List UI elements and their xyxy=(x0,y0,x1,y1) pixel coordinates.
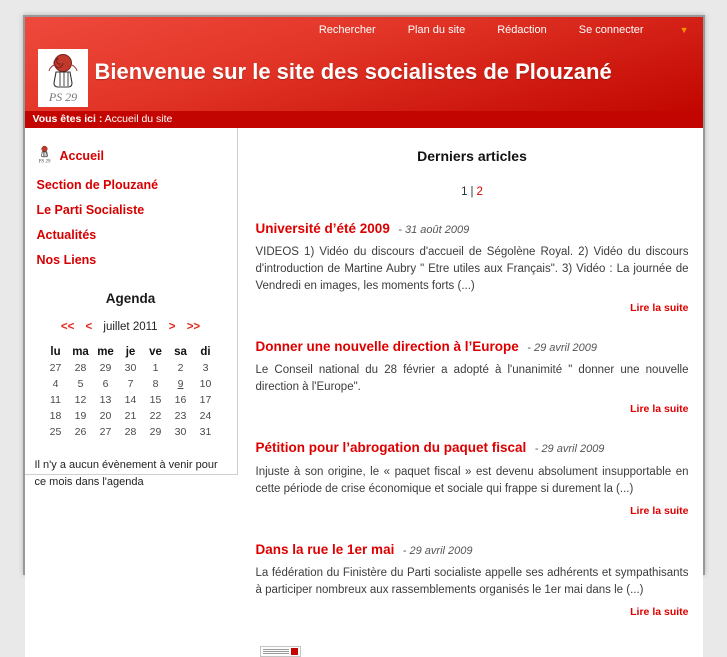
pagination-current-page: 1 xyxy=(461,186,468,198)
calendar-day[interactable]: 7 xyxy=(127,378,134,390)
agenda-title: Agenda xyxy=(105,291,156,306)
nav-plan-du-site[interactable]: Plan du site xyxy=(407,24,466,36)
sidebar-item-section-de-plouzane[interactable] xyxy=(37,178,237,192)
calendar-day[interactable]: 25 xyxy=(49,426,62,438)
article-title xyxy=(256,221,390,236)
breadcrumb-label: Vous êtes ici : xyxy=(32,113,103,125)
article-excerpt: Le Conseil national du 28 février a adopté à l'unanimité " donner une nouvelle direction à l'Europe". xyxy=(255,364,689,394)
article-title-link[interactable]: Dans la rue le 1er mai xyxy=(255,541,395,557)
article xyxy=(256,219,689,316)
calendar-day[interactable]: 1 xyxy=(152,362,159,374)
article-title-link[interactable]: Pétition pour l’abrogation du paquet fiscal xyxy=(255,440,527,456)
read-more-link[interactable]: Lire la suite xyxy=(630,403,689,416)
calendar-day[interactable]: 29 xyxy=(99,362,112,374)
sidebar xyxy=(25,128,238,489)
calendar-day[interactable]: 22 xyxy=(149,410,162,422)
agenda-calendar xyxy=(43,343,218,440)
main-title: Derniers articles xyxy=(417,148,527,164)
read-more-link[interactable]: Lire la suite xyxy=(630,504,689,517)
calendar-day[interactable]: 26 xyxy=(74,426,87,438)
calendar-day[interactable]: 8 xyxy=(152,378,159,390)
dropdown-arrow-icon[interactable]: ▼ xyxy=(679,25,689,35)
nav-rechercher[interactable]: Rechercher xyxy=(318,24,376,36)
calendar-navigation xyxy=(25,321,237,333)
sidebar-item-label: Nos Liens xyxy=(36,253,97,267)
weekday-label: di xyxy=(200,345,211,358)
calendar-day[interactable]: 18 xyxy=(49,410,62,422)
calendar-day[interactable]: 24 xyxy=(199,410,212,422)
calendar-week-row xyxy=(43,376,218,392)
sidebar-item-nos-liens[interactable] xyxy=(37,253,237,267)
calendar-day[interactable]: 15 xyxy=(149,394,162,406)
pagination-separator: | xyxy=(470,186,474,198)
sidebar-item-label: Actualités xyxy=(36,228,97,242)
article-title xyxy=(256,440,527,455)
article-date: - 29 avril 2009 xyxy=(402,544,473,557)
sidebar-item-label: Section de Plouzané xyxy=(36,178,159,192)
calendar-day[interactable]: 30 xyxy=(174,426,187,438)
article-title xyxy=(256,542,395,557)
footer-banner-thumbnail[interactable] xyxy=(260,646,301,657)
site-header xyxy=(25,17,703,111)
calendar-day[interactable]: 9 xyxy=(177,378,184,390)
calendar-day[interactable]: 5 xyxy=(77,378,84,390)
calendar-next-month-button[interactable]: > xyxy=(168,321,176,333)
sidebar-item-accueil[interactable] xyxy=(37,145,237,167)
calendar-day[interactable]: 6 xyxy=(102,378,109,390)
page-title: Bienvenue sur le site des socialistes de Plouzané xyxy=(94,59,612,84)
weekday-label: je xyxy=(125,345,136,358)
banner-red-square-icon xyxy=(291,648,298,655)
article-excerpt: Injuste à son origine, le « paquet fiscal » est devenu absolument insupportable en cette période de crise économique et sociale qui frappe si durement la (...) xyxy=(255,465,689,495)
weekday-label: sa xyxy=(174,345,187,358)
calendar-day[interactable]: 27 xyxy=(99,426,112,438)
content-area xyxy=(25,128,703,657)
sidebar-item-actualites[interactable] xyxy=(37,228,237,242)
sidebar-nav xyxy=(25,145,237,267)
article-date: - 29 avril 2009 xyxy=(527,342,597,355)
calendar-day[interactable]: 29 xyxy=(149,426,162,438)
calendar-day[interactable]: 14 xyxy=(124,394,137,406)
read-more-link[interactable]: Lire la suite xyxy=(630,605,689,618)
calendar-next-year-button[interactable]: >> xyxy=(186,321,201,333)
calendar-day[interactable]: 11 xyxy=(50,394,61,406)
top-navigation xyxy=(319,24,689,36)
calendar-day[interactable]: 16 xyxy=(174,394,187,406)
rose-fist-mini-icon xyxy=(37,145,52,167)
calendar-weekday-row xyxy=(43,343,218,360)
calendar-day[interactable]: 10 xyxy=(199,378,212,390)
nav-redaction[interactable]: Rédaction xyxy=(497,24,547,36)
calendar-day[interactable]: 27 xyxy=(49,362,62,374)
calendar-week-row xyxy=(43,408,218,424)
calendar-week-row xyxy=(43,360,218,376)
nav-se-connecter[interactable]: Se connecter xyxy=(578,24,644,36)
rose-fist-logo-icon xyxy=(41,51,85,105)
calendar-day[interactable]: 13 xyxy=(99,394,112,406)
weekday-label: me xyxy=(97,345,114,358)
calendar-day[interactable]: 28 xyxy=(74,362,87,374)
pagination-page-2-link[interactable]: 2 xyxy=(476,186,483,198)
article-title xyxy=(256,339,519,354)
calendar-day[interactable]: 19 xyxy=(74,410,87,422)
calendar-day[interactable]: 20 xyxy=(99,410,112,422)
calendar-month-label: juillet 2011 xyxy=(103,321,158,333)
calendar-day[interactable]: 31 xyxy=(199,426,212,438)
banner-text-lines xyxy=(263,649,289,654)
calendar-day[interactable]: 21 xyxy=(124,410,137,422)
sidebar-item-le-parti-socialiste[interactable] xyxy=(37,203,237,217)
calendar-day[interactable]: 17 xyxy=(199,394,212,406)
breadcrumb xyxy=(25,111,703,128)
read-more-link[interactable]: Lire la suite xyxy=(630,302,689,315)
article-date: - 31 août 2009 xyxy=(398,224,470,236)
page-container xyxy=(23,15,705,618)
article-date: - 29 avril 2009 xyxy=(534,443,605,456)
calendar-day[interactable]: 2 xyxy=(177,362,184,374)
svg-text:PS 29: PS 29 xyxy=(48,90,77,104)
calendar-day[interactable]: 28 xyxy=(124,426,137,438)
read-more xyxy=(256,298,689,316)
svg-text:PS 29: PS 29 xyxy=(38,159,50,165)
read-more xyxy=(256,501,689,519)
weekday-label: ve xyxy=(149,345,162,358)
article xyxy=(256,438,689,518)
pagination xyxy=(256,186,689,198)
calendar-day[interactable]: 30 xyxy=(124,362,137,374)
read-more xyxy=(256,399,689,417)
calendar-day[interactable]: 12 xyxy=(74,394,87,406)
main-column xyxy=(238,128,703,657)
article-excerpt: La fédération du Finistère du Parti socialiste appelle ses adhérents et sympathisants à participer nombreux aux rassemblements organisés le 1er mai dans le (...) xyxy=(255,566,689,596)
read-more xyxy=(256,602,689,620)
weekday-label: lu xyxy=(50,345,61,358)
calendar-day[interactable]: 23 xyxy=(174,410,187,422)
calendar-day[interactable]: 3 xyxy=(202,362,209,374)
site-logo[interactable] xyxy=(38,49,88,107)
calendar-day[interactable]: 4 xyxy=(52,378,59,390)
article-title-link[interactable]: Donner une nouvelle direction à l’Europe xyxy=(255,339,519,355)
calendar-week-row xyxy=(43,424,218,440)
agenda-empty-message: Il n'y a aucun évènement à venir pour ce mois dans l'agenda xyxy=(34,459,218,489)
article xyxy=(256,540,689,620)
weekday-label: ma xyxy=(72,345,89,358)
calendar-week-row xyxy=(43,392,218,408)
sidebar-item-label: Le Parti Socialiste xyxy=(36,203,145,217)
calendar-prev-month-button[interactable]: < xyxy=(85,321,93,333)
sidebar-item-label: Accueil xyxy=(59,149,104,163)
article xyxy=(256,337,689,417)
calendar-body xyxy=(43,360,218,440)
article-excerpt: VIDEOS 1) Vidéo du discours d'accueil de Ségolène Royal. 2) Vidéo du discours d'introduction de Martine Aubry " Etre utiles aux Français". 3) Vidéo : La journée de Vendredi en images, les moments forts (...) xyxy=(255,246,689,293)
article-title-link[interactable]: Université d’été 2009 xyxy=(255,221,390,236)
breadcrumb-current: Accueil du site xyxy=(102,113,173,125)
calendar-prev-year-button[interactable]: << xyxy=(60,321,75,333)
